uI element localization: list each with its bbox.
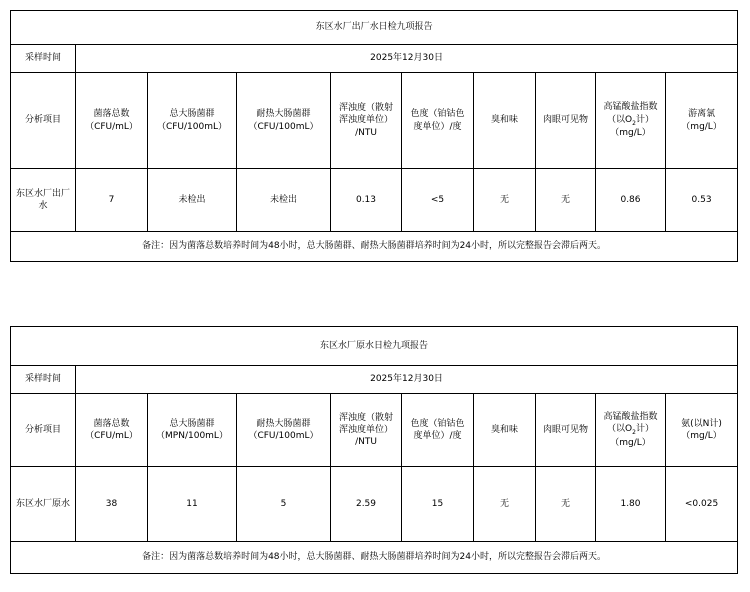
report-note: 备注：因为菌落总数培养时间为48小时，总大肠菌群、耐热大肠菌群培养时间为24小时，所以完整报告会滞后两天。 xyxy=(11,542,738,574)
analysis-item-label: 分析项目 xyxy=(11,73,76,169)
value-total-coliform: 11 xyxy=(148,467,237,542)
header-ammonia-nitrogen: 氨(以N计) （mg/L） xyxy=(666,394,738,467)
report-title: 东区水厂原水日检九项报告 xyxy=(11,327,738,366)
report-note: 备注：因为菌落总数培养时间为48小时，总大肠菌群、耐热大肠菌群培养时间为24小时，所以完整报告会滞后两天。 xyxy=(11,232,738,262)
value-colony-count: 38 xyxy=(76,467,148,542)
header-chroma: 色度（铂钴色 度单位）/度 xyxy=(402,73,474,169)
value-visible-matter: 无 xyxy=(536,169,596,232)
header-free-chlorine: 游离氯 （mg/L） xyxy=(666,73,738,169)
value-turbidity: 0.13 xyxy=(331,169,402,232)
value-thermotolerant-coliform: 未检出 xyxy=(237,169,331,232)
header-colony-count: 菌落总数 （CFU/mL） xyxy=(76,73,148,169)
value-turbidity: 2.59 xyxy=(331,467,402,542)
report-table-1 xyxy=(10,10,738,262)
header-total-coliform: 总大肠菌群 （MPN/100mL） xyxy=(148,394,237,467)
header-thermotolerant-coliform: 耐热大肠菌群 （CFU/100mL） xyxy=(237,394,331,467)
row-label: 东区水厂原水 xyxy=(11,467,76,542)
value-chroma: <5 xyxy=(402,169,474,232)
value-ammonia-nitrogen: <0.025 xyxy=(666,467,738,542)
value-odor-taste: 无 xyxy=(474,169,536,232)
value-visible-matter: 无 xyxy=(536,467,596,542)
header-thermotolerant-coliform: 耐热大肠菌群 （CFU/100mL） xyxy=(237,73,331,169)
analysis-item-label: 分析项目 xyxy=(11,394,76,467)
value-thermotolerant-coliform: 5 xyxy=(237,467,331,542)
value-chroma: 15 xyxy=(402,467,474,542)
header-odor-taste: 臭和味 xyxy=(474,394,536,467)
value-permanganate-index: 1.80 xyxy=(596,467,666,542)
value-total-coliform: 未检出 xyxy=(148,169,237,232)
header-permanganate-index: 高锰酸盐指数 （以$O_2$计） （mg/L） xyxy=(596,394,666,467)
value-odor-taste: 无 xyxy=(474,467,536,542)
header-total-coliform: 总大肠菌群 （CFU/100mL） xyxy=(148,73,237,169)
sampling-time-label: 采样时间 xyxy=(11,366,76,394)
sampling-date: 2025年12月30日 xyxy=(76,366,738,394)
sampling-date: 2025年12月30日 xyxy=(76,45,738,73)
row-label: 东区水厂出厂水 xyxy=(11,169,76,232)
header-turbidity: 浑浊度（散射 浑浊度单位） /NTU xyxy=(331,394,402,467)
header-turbidity: 浑浊度（散射 浑浊度单位） /NTU xyxy=(331,73,402,169)
header-odor-taste: 臭和味 xyxy=(474,73,536,169)
report-title: 东区水厂出厂水日检九项报告 xyxy=(11,11,738,45)
header-chroma: 色度（铂钴色 度单位）/度 xyxy=(402,394,474,467)
header-visible-matter: 肉眼可见物 xyxy=(536,73,596,169)
value-free-chlorine: 0.53 xyxy=(666,169,738,232)
header-colony-count: 菌落总数 （CFU/mL） xyxy=(76,394,148,467)
value-colony-count: 7 xyxy=(76,169,148,232)
value-permanganate-index: 0.86 xyxy=(596,169,666,232)
header-permanganate-index: 高锰酸盐指数 （以$O_2$计） （mg/L） xyxy=(596,73,666,169)
report-table-2 xyxy=(10,326,738,574)
header-visible-matter: 肉眼可见物 xyxy=(536,394,596,467)
sampling-time-label: 采样时间 xyxy=(11,45,76,73)
